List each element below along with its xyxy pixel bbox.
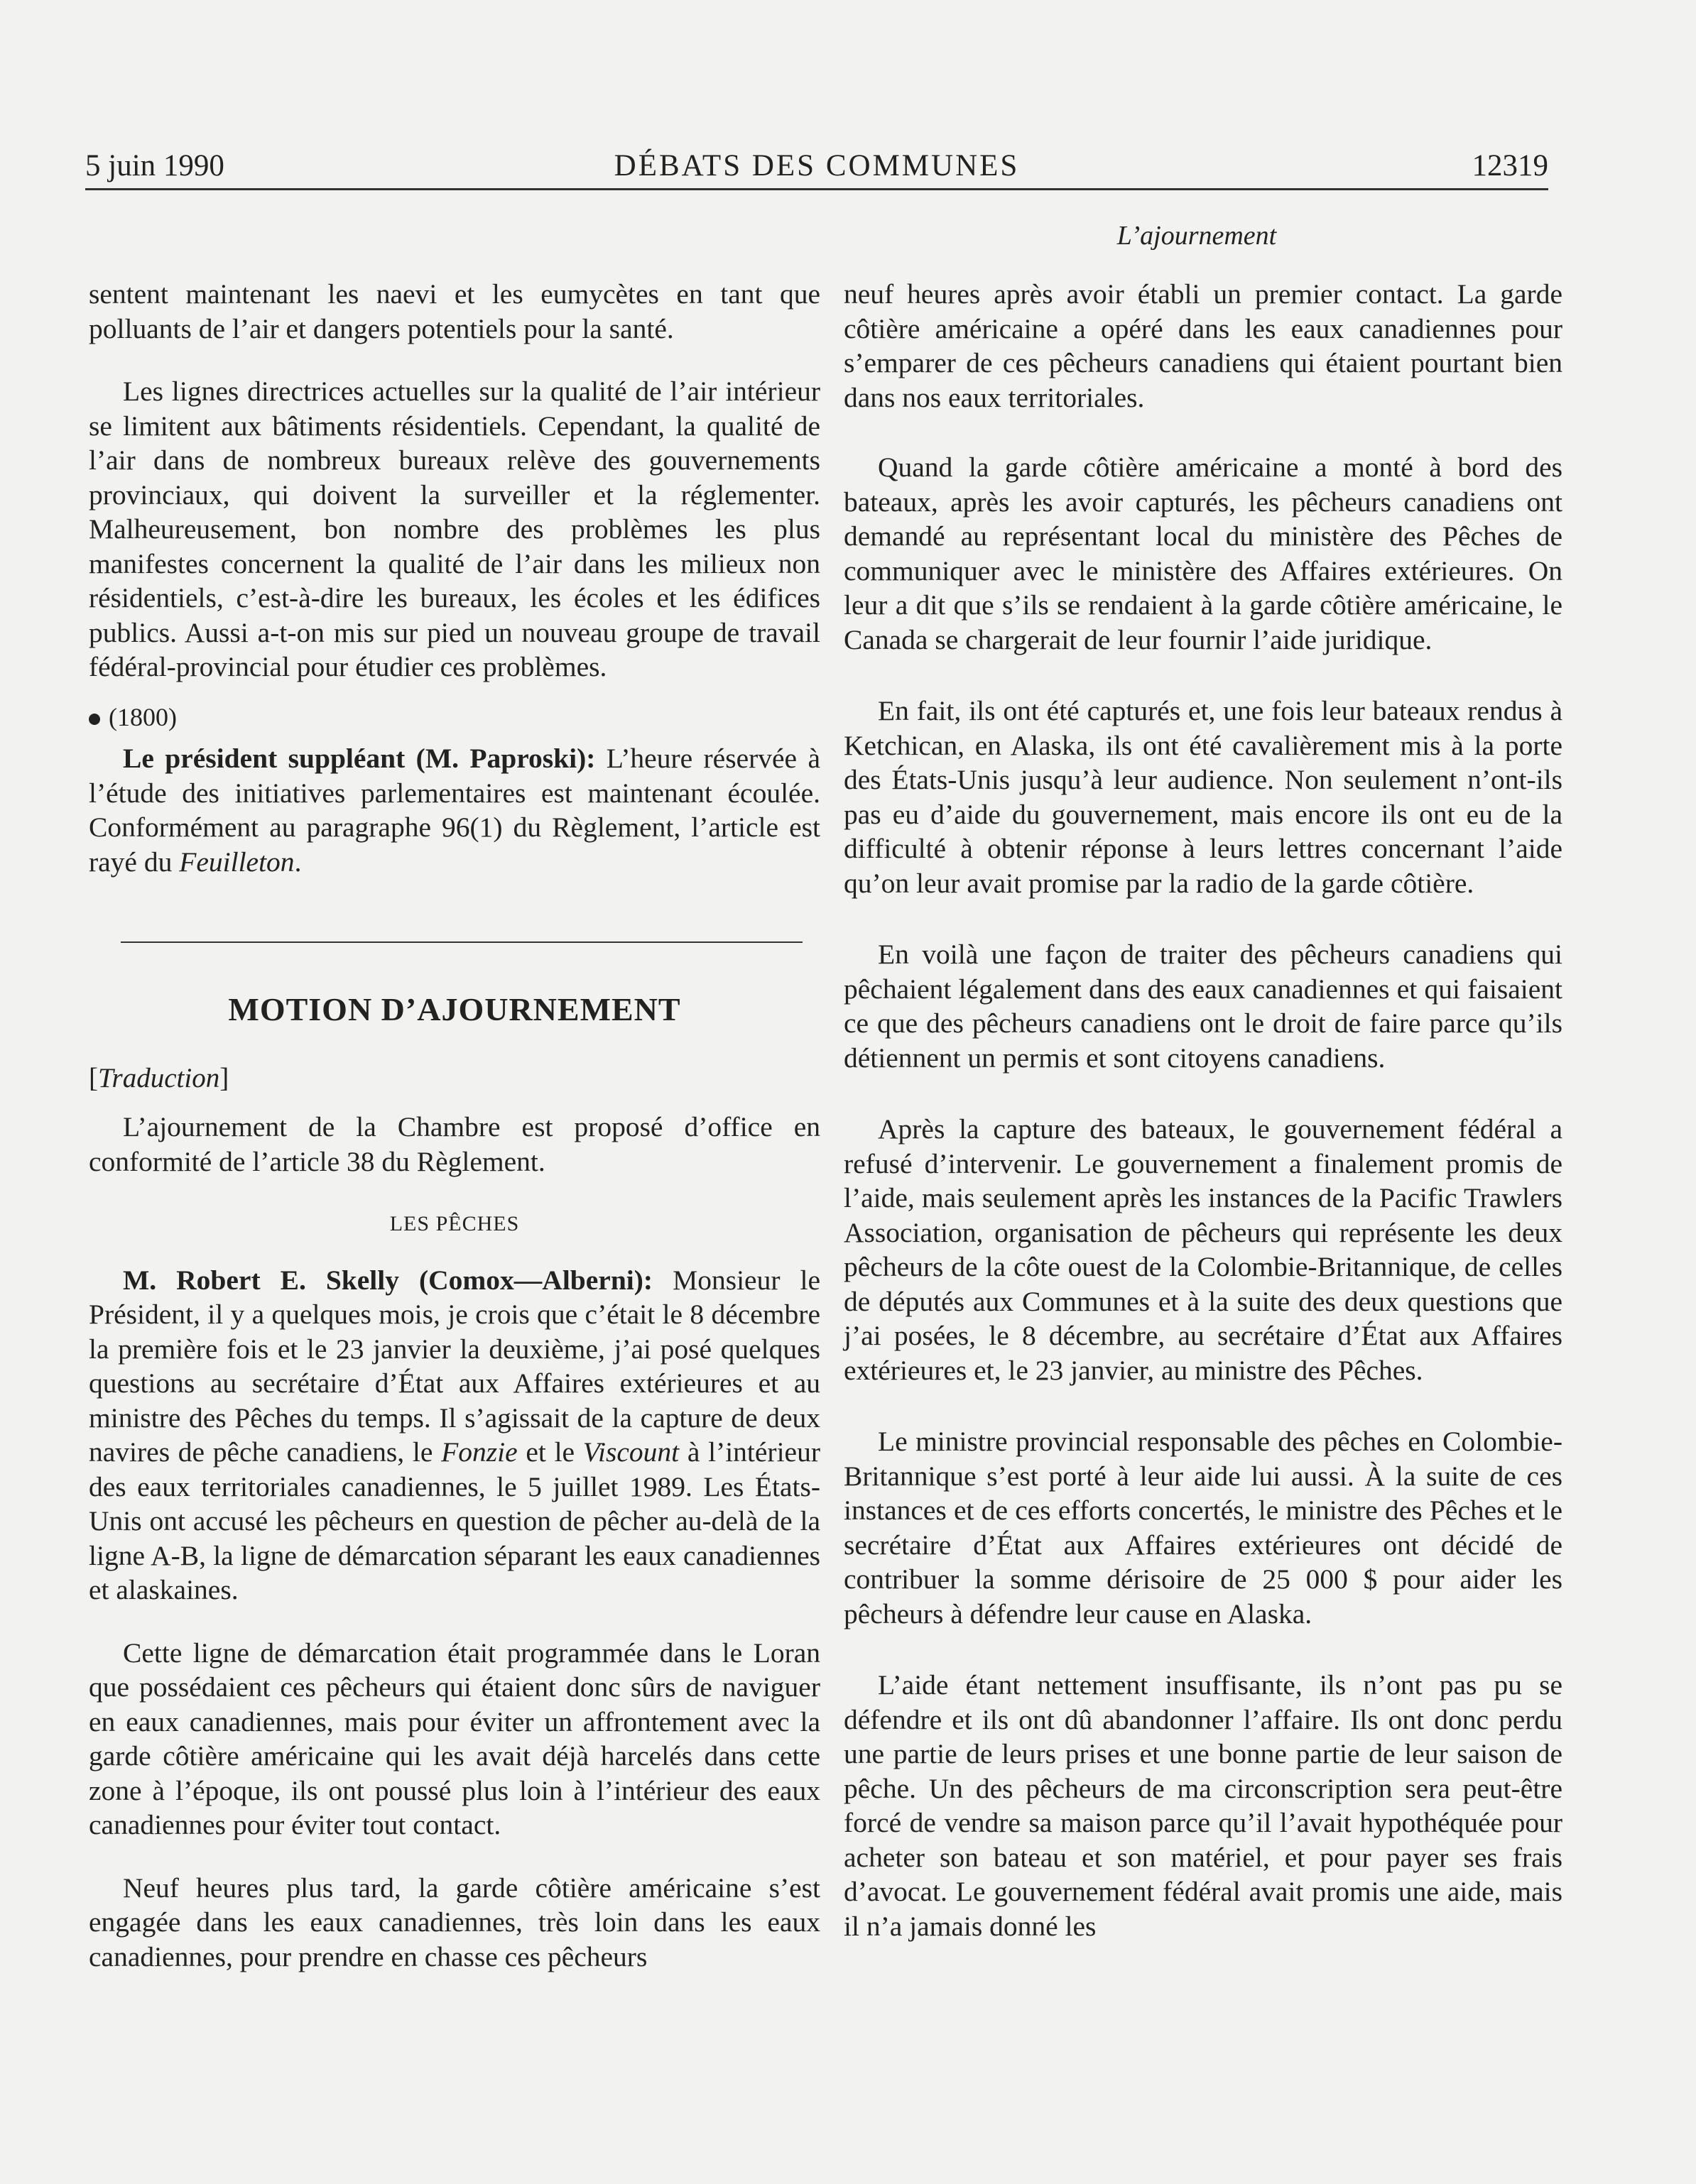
left-column [89, 277, 820, 1974]
section-divider [121, 941, 803, 943]
left-paragraph-4: L’ajournement de la Chambre est proposé d’office en conformité de l’article 38 du Règlement. [89, 1111, 820, 1177]
right-paragraph-4: En voilà une façon de traiter des pêcheurs canadiens qui pêchaient légalement dans des eaux canadiennes et qui faisaient ce que des pêcheurs canadiens ont le droit de faire parce qu’ils détiennent un permis et sont citoyens canadiens. [844, 939, 1562, 1074]
subheading: LES PÊCHES [389, 1212, 520, 1235]
vessel-viscount: Viscount [582, 1436, 680, 1468]
left-paragraph-3: Le président suppléant (M. Paproski): L’heure réservée à l’étude des initiatives parlementaires est maintenant écoulée. Conformément au paragraphe 96(1) du Règlement, l’article est rayé du Feuilleton. [89, 743, 820, 878]
right-column [844, 277, 1562, 1943]
left-paragraph-1: sentent maintenant les naevi et les eumycètes en tant que polluants de l’air et dangers potentiels pour la santé. [89, 278, 820, 344]
header-page-number: 12319 [1472, 149, 1548, 182]
section-heading: MOTION D’AJOURNEMENT [228, 991, 681, 1027]
vessel-fonzie: Fonzie [441, 1436, 518, 1468]
right-paragraph-1: neuf heures après avoir établi un premier contact. La garde côtière américaine a opéré dans les eaux canadiennes pour s’emparer de ces pêcheurs canadiens qui étaient pourtant bien dans nos eaux territoriales. [844, 278, 1562, 413]
left-paragraph-7: Neuf heures plus tard, la garde côtière américaine s’est engagée dans les eaux canadiennes, très loin dans les eaux canadiennes, pour prendre en chasse ces pêcheurs [89, 1872, 820, 1972]
left-paragraph-5: M. Robert E. Skelly (Comox—Alberni): Monsieur le Président, il y a quelques mois, je crois que c’était le 8 décembre la première fois et le 23 janvier la deuxième, j’ai posé quelques questions au secrétaire d’État aux Affaires extérieures et au ministre des Pêches du temps. Il s’agissait de la capture de deux navires de pêche canadiens, le Fonzie et le Viscount à l’intérieur des eaux territoriales canadiennes, le 5 juillet 1989. Les États-Unis ont accusé les pêcheurs en question de pêcher au-delà de la ligne A-B, la ligne de démarcation séparant les eaux canadiennes et alaskaines. [89, 1264, 820, 1605]
bullet-icon [89, 714, 100, 725]
header-date: 5 juin 1990 [85, 149, 224, 182]
traduction-label: [Traduction] [89, 1062, 229, 1093]
left-paragraph-6: Cette ligne de démarcation était programmée dans le Loran que possédaient ces pêcheurs qui étaient donc sûrs de naviguer en eaux canadiennes, mais pour éviter un affrontement avec la garde côtière américaine qui les avait déjà harcelés dans cette zone à l’époque, ils ont poussé plus loin à l’intérieur des eaux canadiennes pour éviter tout contact. [89, 1637, 820, 1840]
time-marker-text: (1800) [109, 702, 177, 731]
right-paragraph-6: Le ministre provincial responsable des pêches en Colombie-Britannique s’est porté à leur aide lui aussi. À la suite de ces instances et de ces efforts concertés, le ministre des Pêches et le secrétaire d’État aux Affaires extérieures ont décidé de contribuer la somme dérisoire de 25 000 $ pour aider les pêcheurs à défendre leur cause en Alaska. [844, 1426, 1562, 1629]
speaker-skelly: M. Robert E. Skelly (Comox—Alberni): [123, 1264, 653, 1296]
page-header [85, 146, 1548, 190]
feuilleton-term: Feuilleton [179, 846, 295, 878]
time-marker [89, 700, 820, 735]
right-paragraph-2: Quand la garde côtière américaine a monté à bord des bateaux, après les avoir capturés, les pêcheurs canadiens ont demandé au représentant local du ministère des Pêches de communiquer avec le ministère des Affaires extérieures. On leur a dit que s’ils se rendaient à la garde côtière américaine, le Canada se chargerait de leur fournir l’aide juridique. [844, 452, 1562, 655]
header-title: DÉBATS DES COMMUNES [614, 149, 1020, 182]
right-paragraph-5: Après la capture des bateaux, le gouvernement fédéral a refusé d’intervenir. Le gouvernement a finalement promis de l’aide, mais seulement après les instances de la Pacific Trawlers Association, organisation de pêcheurs qui représente les deux pêcheurs de la côte ouest de la Colombie-Britannique, de celles de députés aux Communes et à la suite des deux questions que j’ai posées, le 8 décembre, au secrétaire d’État aux Affaires extérieures et, le 23 janvier, au ministre des Pêches. [844, 1113, 1562, 1386]
left-paragraph-2: Les lignes directrices actuelles sur la qualité de l’air intérieur se limitent aux bâtiments résidentiels. Cependant, la qualité de l’air dans de nombreux bureaux relève des gouvernements provinciaux, qui doivent la surveiller et la réglementer. Malheureusement, bon nombre des problèmes les plus manifestes concernent la qualité de l’air dans les milieux non résidentiels, c’est-à-dire les bureaux, les écoles et les édifices publics. Aussi a-t-on mis sur pied un nouveau groupe de travail fédéral-provincial pour étudier ces problèmes. [89, 376, 820, 682]
speaker-paproski: Le président suppléant (M. Paproski): [123, 743, 596, 774]
running-head: L’ajournement [1116, 221, 1277, 251]
right-paragraph-3: En fait, ils ont été capturés et, une fois leur bateaux rendus à Ketchican, en Alaska, ils ont été cavalièrement mis à la porte des États-Unis jusqu’à leur audience. Non seulement n’ont-ils pas eu d’aide du gouvernement, mais encore ils ont eu de la difficulté à obtenir réponse à leurs lettres concernant l’aide qu’on leur avait promise par la radio de la garde côtière. [844, 695, 1562, 899]
right-paragraph-7: L’aide étant nettement insuffisante, ils n’ont pas pu se défendre et ils ont dû abandonner l’affaire. Ils ont donc perdu une partie de leurs prises et une bonne partie de leur saison de pêche. Un des pêcheurs de ma circonscription sera peut-être forcé de vendre sa maison parce qu’il l’avait hypothéquée pour acheter son bateau et son matériel, et pour payer ses frais d’avocat. Le gouvernement fédéral avait promis une aide, mais il n’a jamais donné les [844, 1669, 1562, 1942]
